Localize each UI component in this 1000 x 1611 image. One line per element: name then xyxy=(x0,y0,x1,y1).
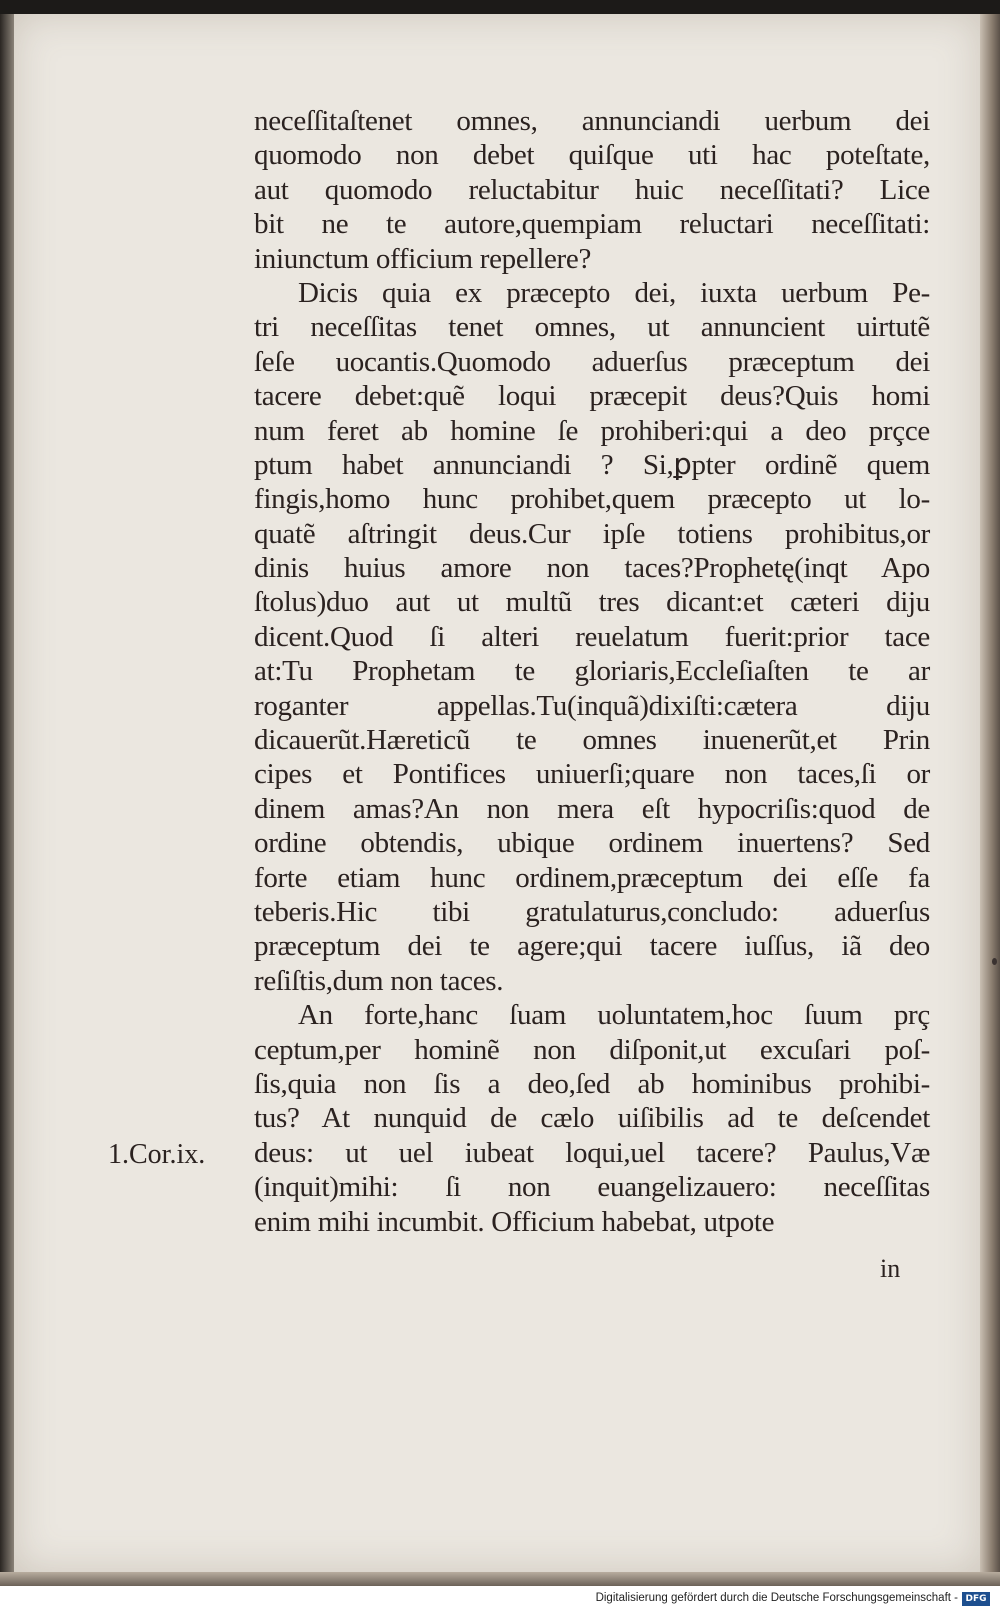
text-line: dinis huius amore non taces?Prophetę(inqt Apo xyxy=(254,552,930,585)
text-line: neceſſitaſtenet omnes, annunciandi uerbum dei xyxy=(254,105,930,137)
text-line: ceptum,per hominẽ non diſponit,ut excuſari poſ- xyxy=(254,1033,930,1066)
text-line: (inquit)mihi: ſi non euangelizauero: neceſſitas xyxy=(254,1171,930,1204)
text-line: tri neceſſitas tenet omnes, ut annuncient uirtutẽ xyxy=(254,311,930,344)
text-line: ſis,quia non ſis a deo,ſed ab hominibus prohibi- xyxy=(254,1067,930,1100)
text-line: quatẽ aſtringit deus.Cur ipſe totiens prohibitus,or xyxy=(254,517,930,550)
text-line: dicent.Quod ſi alteri reuelatum fuerit:prior tace xyxy=(254,620,930,653)
text-line: ſeſe uocantis.Quomodo aduerſus præceptum dei xyxy=(254,345,930,378)
text-line: reſiſtis,dum non taces. xyxy=(254,964,504,997)
text-line: num feret ab homine ſe prohiberi:qui a deo prçce xyxy=(254,414,930,447)
text-line: deus: ut uel iubeat loqui,uel tacere? Paulus,Væ xyxy=(254,1136,930,1169)
text-line: tus? At nunquid de cælo uiſibilis ad te deſcendet xyxy=(254,1102,930,1135)
text-line: teberis.Hic tibi gratulaturus,concludo: aduerſus xyxy=(254,895,930,928)
text-line: fingis,homo hunc prohibet,quem præcepto ut lo- xyxy=(254,483,930,516)
text-line: præceptum dei te agere;qui tacere iuſſus, iã deo xyxy=(254,930,930,963)
scan-bottom-edge xyxy=(0,1572,1000,1586)
scan-right-edge xyxy=(980,14,1000,1584)
text-line: aut quomodo reluctabitur huic neceſſitati? Lice xyxy=(254,173,930,206)
text-line: An forte,hanc ſuam uoluntatem,hoc ſuum prç xyxy=(298,999,930,1032)
text-line: tacere debet:quẽ loqui præcepit deus?Quis homi xyxy=(254,380,930,413)
text-line: iniunctum officium repellere? xyxy=(254,242,592,275)
text-line: roganter appellas.Tu(inquã)dixiſti:cætera diju xyxy=(254,689,930,722)
scan-top-edge xyxy=(0,0,1000,14)
page-text xyxy=(254,104,930,1239)
text-line: dicauerũt.Hæreticũ te omnes inuenerũt,et Prin xyxy=(254,724,930,757)
ink-speck xyxy=(992,958,997,965)
text-line: quomodo non debet quiſque uti hac poteſtate, xyxy=(254,139,930,172)
text-line: dinem amas?An non mera eſt hypocriſis:quod de xyxy=(254,792,930,825)
text-line: Dicis quia ex præcepto dei, iuxta uerbum Pe- xyxy=(298,276,930,309)
scan-left-edge xyxy=(0,14,14,1584)
text-line: ptum habet annunciandi ? Si,ꝑpter ordinẽ quem xyxy=(254,448,930,481)
footer-credit: Digitalisierung gefördert durch die Deutsche Forschungsgemeinschaft - xyxy=(595,1592,958,1604)
text-line: enim mihi incumbit. Officium habebat, utpote xyxy=(254,1205,775,1238)
text-line: ordine obtendis, ubique ordinem inuertens? Sed xyxy=(254,827,930,860)
catchword: in xyxy=(880,1254,901,1283)
text-line: bit ne te autore,quempiam reluctari neceſſitati: xyxy=(254,208,930,241)
text-line: cipes et Pontifices uniuerſi;quare non taces,ſi or xyxy=(254,758,930,791)
marginal-note: 1.Cor.ix. xyxy=(108,1139,206,1170)
text-line: at:Tu Prophetam te gloriaris,Eccleſiaſten te ar xyxy=(254,655,930,688)
dfg-logo-icon: DFG xyxy=(962,1592,990,1606)
text-line: ſtolus)duo aut ut multũ tres dicant:et cæteri diju xyxy=(254,586,930,619)
text-line: forte etiam hunc ordinem,præceptum dei eſſe fa xyxy=(254,861,930,894)
